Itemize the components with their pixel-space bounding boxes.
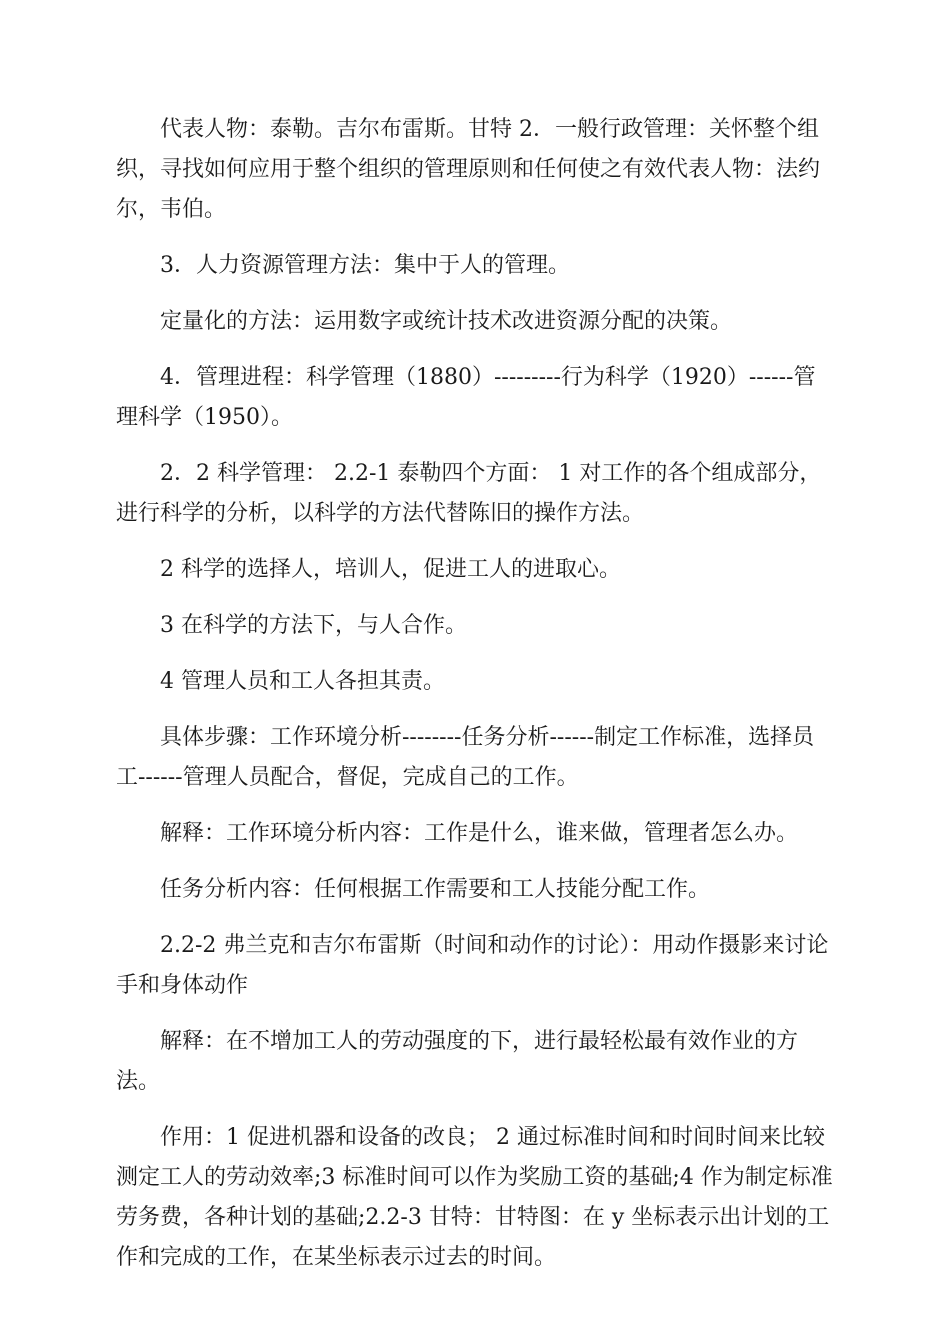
paragraph-gilbreth: 2.2-2 弗兰克和吉尔布雷斯（时间和动作的讨论）：用动作摄影来讨论手和身体动作	[116, 933, 829, 998]
paragraph-representatives: 代表人物：泰勒。吉尔布雷斯。甘特 2．一般行政管理：关怀整个组织，寻找如何应用于整个组织的管理原则和任何使之有效代表人物：法约尔，韦伯。	[116, 117, 821, 222]
paragraph-management-process: 4．管理进程：科学管理（1880）---------行为科学（1920）------管理科学（1950）。	[116, 365, 816, 430]
paragraph-scientific-management: 2．2 科学管理： 2.2-1 泰勒四个方面： 1 对工作的各个组成部分，进行科学的分析，以科学的方法代替陈旧的操作方法。	[116, 461, 822, 526]
paragraph-effects: 作用：1 促进机器和设备的改良； 2 通过标准时间和时间时间来比较测定工人的劳动效率;3 标准时间可以作为奖励工资的基础;4 作为制定标准劳务费，各种计划的基础;2.2-3 甘特：甘特图：在 y 坐标表示出计划的工作和完成的工作，在某坐标表示过去的时间。	[116, 1125, 833, 1270]
document-page	[116, 110, 834, 1294]
paragraph-explanation-environment: 解释：工作环境分析内容：工作是什么，谁来做，管理者怎么办。	[160, 821, 799, 846]
paragraph-steps: 具体步骤：工作环境分析--------任务分析------制定工作标准，选择员工------管理人员配合，督促，完成自己的工作。	[116, 725, 815, 790]
paragraph-human-resources: 3．人力资源管理方法：集中于人的管理。	[160, 253, 570, 278]
paragraph-item-3: 3 在科学的方法下，与人合作。	[160, 613, 467, 638]
paragraph-quantitative: 定量化的方法：运用数字或统计技术改进资源分配的决策。	[160, 309, 733, 334]
paragraph-task-analysis: 任务分析内容：任何根据工作需要和工人技能分配工作。	[160, 877, 711, 902]
paragraph-explanation-method: 解释：在不增加工人的劳动强度的下，进行最轻松最有效作业的方法。	[116, 1029, 799, 1094]
paragraph-item-4: 4 管理人员和工人各担其责。	[160, 669, 445, 694]
paragraph-item-2: 2 科学的选择人，培训人，促进工人的进取心。	[160, 557, 621, 582]
